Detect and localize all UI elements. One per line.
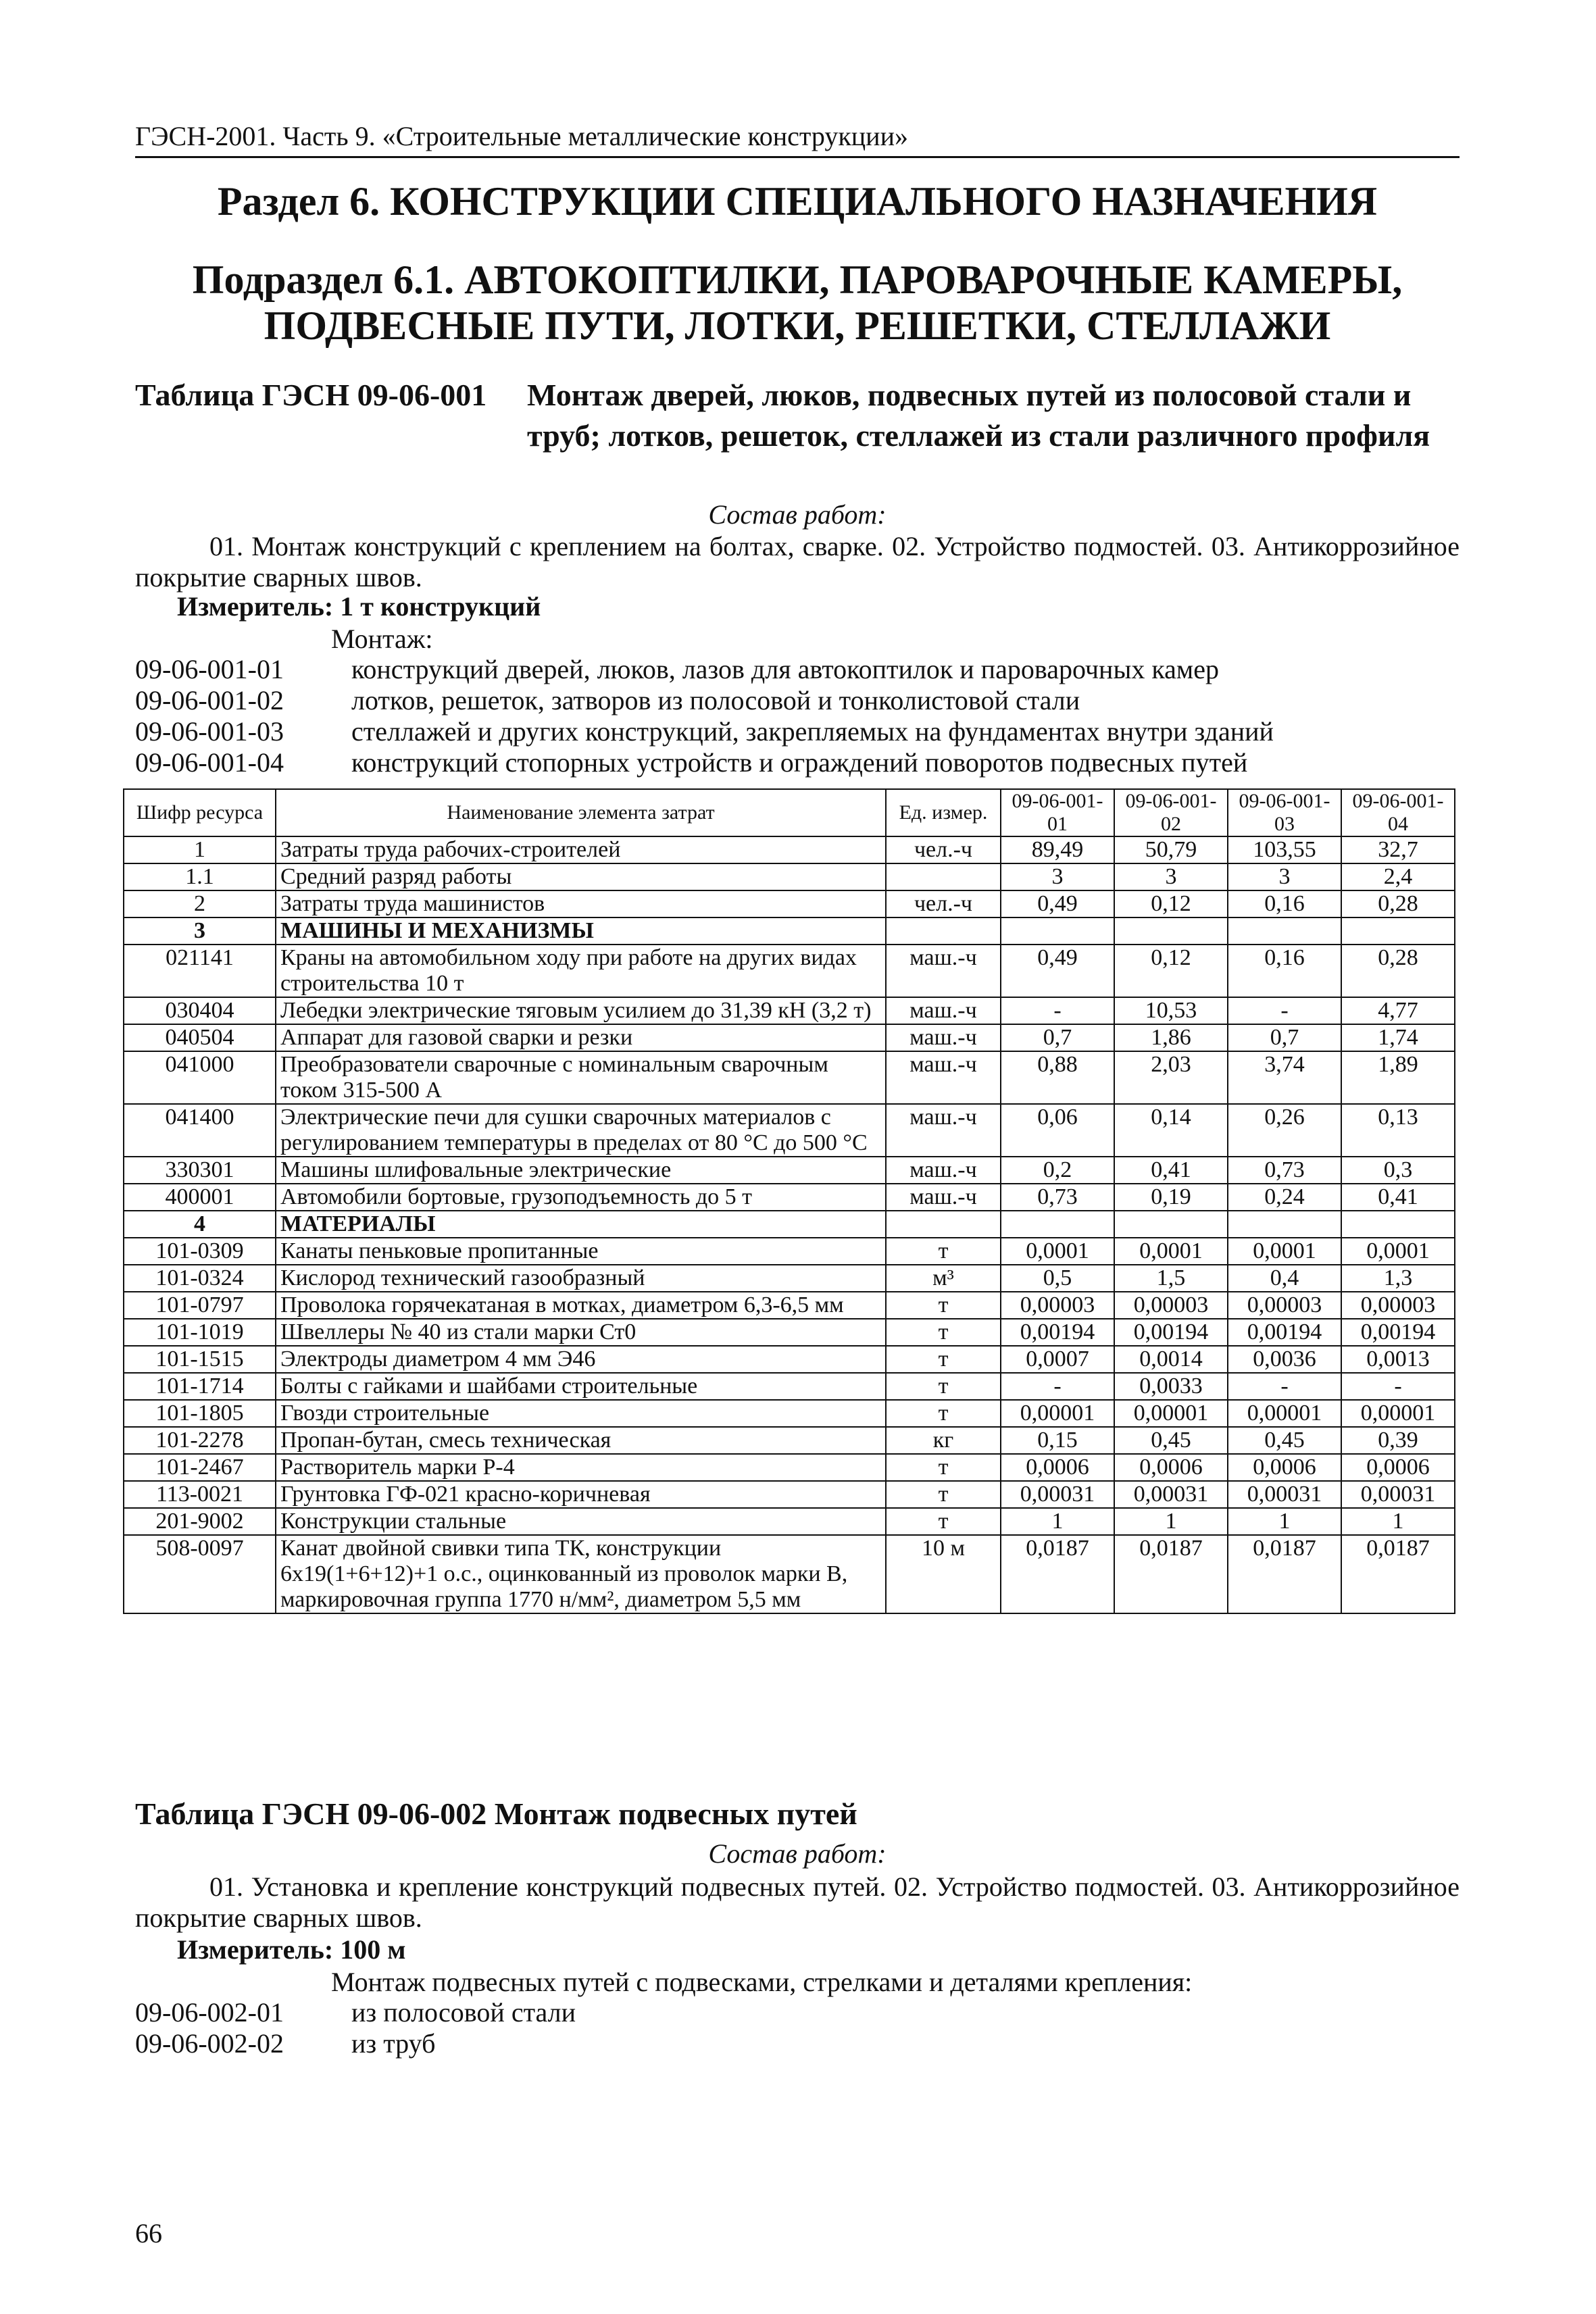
table1-title	[135, 375, 1460, 456]
cell-name: Проволока горячекатаная в мотках, диаметром 6,3-6,5 мм	[276, 1292, 886, 1319]
cell-code: 1.1	[124, 863, 276, 890]
cell-code: 201-9002	[124, 1508, 276, 1535]
cell-v2: 50,79	[1114, 836, 1228, 863]
cell-v2: 0,14	[1114, 1104, 1228, 1157]
cell-v1: 0,00003	[1001, 1292, 1114, 1319]
cell-v2: 0,0033	[1114, 1373, 1228, 1400]
cell-name: Электроды диаметром 4 мм Э46	[276, 1346, 886, 1373]
cell-v3	[1228, 1211, 1341, 1238]
cell-v1: 0,88	[1001, 1051, 1114, 1104]
table-row	[124, 1535, 1455, 1613]
cell-v2: 0,0187	[1114, 1535, 1228, 1613]
cell-name: Растворитель марки Р-4	[276, 1454, 886, 1481]
cell-unit: т	[886, 1292, 1001, 1319]
cell-code: 113-0021	[124, 1481, 276, 1508]
cell-name: Канаты пеньковые пропитанные	[276, 1238, 886, 1265]
cell-v2: 0,0001	[1114, 1238, 1228, 1265]
section-title: Раздел 6. КОНСТРУКЦИИ СПЕЦИАЛЬНОГО НАЗНАЧЕНИЯ	[217, 179, 1378, 224]
cell-unit: чел.-ч	[886, 836, 1001, 863]
col-header-name: Наименование элемента затрат	[276, 789, 886, 836]
cell-name: Лебедки электрические тяговым усилием до 31,39 кН (3,2 т)	[276, 997, 886, 1024]
table-row	[124, 1104, 1455, 1157]
cell-v1: 0,00194	[1001, 1319, 1114, 1346]
cell-code: 101-2467	[124, 1454, 276, 1481]
cell-v4: 0,28	[1341, 890, 1455, 917]
cell-v2	[1114, 1211, 1228, 1238]
cell-v2: 3	[1114, 863, 1228, 890]
cell-v1: 0,5	[1001, 1265, 1114, 1292]
cell-name: Затраты труда рабочих-строителей	[276, 836, 886, 863]
cell-name: Швеллеры № 40 из стали марки Ст0	[276, 1319, 886, 1346]
cell-v1	[1001, 917, 1114, 945]
table-row	[124, 1184, 1455, 1211]
cell-v3: 1	[1228, 1508, 1341, 1535]
cell-unit: т	[886, 1319, 1001, 1346]
cell-v2	[1114, 917, 1228, 945]
cell-v2: 0,41	[1114, 1157, 1228, 1184]
cell-code: 041400	[124, 1104, 276, 1157]
cell-name: Электрические печи для сушки сварочных материалов с регулированием температуры в пределах от 80 °С до 500 °С	[276, 1104, 886, 1157]
cell-v4: 4,77	[1341, 997, 1455, 1024]
cell-unit: маш.-ч	[886, 1157, 1001, 1184]
cell-v4: 1	[1341, 1508, 1455, 1535]
cell-name: Болты с гайками и шайбами строительные	[276, 1373, 886, 1400]
cell-code: 3	[124, 917, 276, 945]
code-list-item	[135, 716, 1460, 747]
table-row	[124, 1400, 1455, 1427]
cell-unit: маш.-ч	[886, 997, 1001, 1024]
cell-code: 040504	[124, 1024, 276, 1051]
table-row	[124, 1051, 1455, 1104]
subsection-title-line1: Подраздел 6.1. АВТОКОПТИЛКИ, ПАРОВАРОЧНЫЕ КАМЕРЫ,	[192, 257, 1403, 302]
cell-unit: 10 м	[886, 1535, 1001, 1613]
cell-v2: 0,00003	[1114, 1292, 1228, 1319]
col-header-v2: 09-06-001-02	[1114, 789, 1228, 836]
cell-v4: 0,0013	[1341, 1346, 1455, 1373]
code: 09-06-002-02	[135, 2028, 284, 2059]
cell-name: Машины шлифовальные электрические	[276, 1157, 886, 1184]
table2-measure: Измеритель: 100 м	[177, 1934, 406, 1965]
code: 09-06-001-04	[135, 747, 284, 778]
cell-v4: 0,0001	[1341, 1238, 1455, 1265]
cell-unit: чел.-ч	[886, 890, 1001, 917]
table-row	[124, 1157, 1455, 1184]
cell-v4: 0,00194	[1341, 1319, 1455, 1346]
table-row	[124, 863, 1455, 890]
cell-v3: 0,00003	[1228, 1292, 1341, 1319]
cell-v3: 0,0187	[1228, 1535, 1341, 1613]
table1-composition-heading: Состав работ:	[708, 499, 887, 530]
table1-composition-text: 01. Монтаж конструкций с креплением на болтах, сварке. 02. Устройство подмостей. 03. Антикоррозийное покрытие сварных швов.	[135, 531, 1460, 593]
cell-v2: 2,03	[1114, 1051, 1228, 1104]
cell-unit	[886, 863, 1001, 890]
cell-code: 101-2278	[124, 1427, 276, 1454]
cell-unit: т	[886, 1508, 1001, 1535]
cell-v4: 0,00031	[1341, 1481, 1455, 1508]
cell-unit	[886, 1211, 1001, 1238]
cell-unit	[886, 917, 1001, 945]
cell-v3: 3,74	[1228, 1051, 1341, 1104]
table-row	[124, 1346, 1455, 1373]
cell-v2: 0,00031	[1114, 1481, 1228, 1508]
subsection-title-line2: ПОДВЕСНЫЕ ПУТИ, ЛОТКИ, РЕШЕТКИ, СТЕЛЛАЖИ	[264, 303, 1331, 348]
col-header-v1: 09-06-001-01	[1001, 789, 1114, 836]
table2-composition-text: 01. Установка и крепление конструкций подвесных путей. 02. Устройство подмостей. 03. Антикоррозийное покрытие сварных швов.	[135, 1871, 1460, 1933]
cell-code: 4	[124, 1211, 276, 1238]
resource-table	[123, 788, 1455, 1614]
cell-v1: 89,49	[1001, 836, 1114, 863]
code: 09-06-001-03	[135, 716, 284, 747]
code: 09-06-002-01	[135, 1997, 284, 2028]
code-description: конструкций дверей, люков, лазов для автокоптилок и пароварочных камер	[351, 654, 1219, 684]
cell-v3: 0,0006	[1228, 1454, 1341, 1481]
cell-v2: 0,12	[1114, 945, 1228, 997]
cell-name: Конструкции стальные	[276, 1508, 886, 1535]
cell-v1: 3	[1001, 863, 1114, 890]
cell-code: 101-1714	[124, 1373, 276, 1400]
cell-unit: м³	[886, 1265, 1001, 1292]
cell-unit: маш.-ч	[886, 1051, 1001, 1104]
cell-unit: маш.-ч	[886, 1184, 1001, 1211]
cell-code: 101-1805	[124, 1400, 276, 1427]
cell-code: 041000	[124, 1051, 276, 1104]
table-row	[124, 1427, 1455, 1454]
code-list-item	[135, 654, 1460, 685]
cell-v1: 0,2	[1001, 1157, 1114, 1184]
cell-v1: -	[1001, 1373, 1114, 1400]
code-list-item	[135, 747, 1460, 778]
cell-name: Пропан-бутан, смесь техническая	[276, 1427, 886, 1454]
table1-measure: Измеритель: 1 т конструкций	[177, 591, 541, 622]
cell-v3: 0,0036	[1228, 1346, 1341, 1373]
cell-v1: 0,49	[1001, 945, 1114, 997]
table2-composition-heading: Состав работ:	[708, 1838, 887, 1869]
table-row	[124, 1211, 1455, 1238]
cell-name: Кислород технический газообразный	[276, 1265, 886, 1292]
cell-v3: 3	[1228, 863, 1341, 890]
cell-name: Гвозди строительные	[276, 1400, 886, 1427]
cell-v4: 0,0187	[1341, 1535, 1455, 1613]
table1-montage-label: Монтаж:	[331, 624, 433, 654]
table2-code-list	[135, 1997, 1460, 2059]
cell-name: Канат двойной свивки типа ТК, конструкции 6х19(1+6+12)+1 о.с., оцинкованный из проволок марки В, маркировочная группа 1770 н/мм², диаметром 5,5 мм	[276, 1535, 886, 1613]
table1-code-list	[135, 654, 1460, 778]
cell-v1: 0,49	[1001, 890, 1114, 917]
table-row	[124, 1373, 1455, 1400]
cell-v1: 0,7	[1001, 1024, 1114, 1051]
cell-v2: 1,5	[1114, 1265, 1228, 1292]
table-row	[124, 945, 1455, 997]
cell-v2: 0,0006	[1114, 1454, 1228, 1481]
cell-v4: 0,28	[1341, 945, 1455, 997]
cell-v3: 0,26	[1228, 1104, 1341, 1157]
cell-v2: 0,0014	[1114, 1346, 1228, 1373]
cell-v1	[1001, 1211, 1114, 1238]
cell-v4: 0,00003	[1341, 1292, 1455, 1319]
cell-v3: 0,4	[1228, 1265, 1341, 1292]
cell-v3: 103,55	[1228, 836, 1341, 863]
cell-code: 101-0797	[124, 1292, 276, 1319]
cell-v4: 1,3	[1341, 1265, 1455, 1292]
cell-v4: 32,7	[1341, 836, 1455, 863]
cell-v3: 0,73	[1228, 1157, 1341, 1184]
code-description: лотков, решеток, затворов из полосовой и тонколистовой стали	[351, 685, 1080, 715]
cell-code: 330301	[124, 1157, 276, 1184]
cell-code: 400001	[124, 1184, 276, 1211]
code-description: из полосовой стали	[351, 1997, 576, 2028]
cell-v1: 0,0006	[1001, 1454, 1114, 1481]
cell-name: МАТЕРИАЛЫ	[276, 1211, 886, 1238]
table-body	[124, 836, 1455, 1613]
cell-v1: 0,0007	[1001, 1346, 1114, 1373]
cell-v1: 0,00001	[1001, 1400, 1114, 1427]
cell-v4: 1,74	[1341, 1024, 1455, 1051]
cell-v2: 1,86	[1114, 1024, 1228, 1051]
running-header: ГЭСН-2001. Часть 9. «Строительные металлические конструкции»	[135, 120, 1460, 158]
cell-name: МАШИНЫ И МЕХАНИЗМЫ	[276, 917, 886, 945]
col-header-code: Шифр ресурса	[124, 789, 276, 836]
cell-unit: т	[886, 1400, 1001, 1427]
table1-title-lead: Таблица ГЭСН 09-06-001	[135, 378, 487, 412]
code-list-item	[135, 685, 1460, 716]
col-header-v3: 09-06-001-03	[1228, 789, 1341, 836]
code-description: стеллажей и других конструкций, закрепляемых на фундаментах внутри зданий	[351, 716, 1274, 747]
cell-code: 021141	[124, 945, 276, 997]
cell-code: 101-1515	[124, 1346, 276, 1373]
cell-v3: 0,0001	[1228, 1238, 1341, 1265]
cell-unit: маш.-ч	[886, 945, 1001, 997]
cell-v3: 0,00001	[1228, 1400, 1341, 1427]
table-row	[124, 1508, 1455, 1535]
cell-v1: 1	[1001, 1508, 1114, 1535]
table-header-row	[124, 789, 1455, 836]
table-row	[124, 1454, 1455, 1481]
table-row	[124, 997, 1455, 1024]
table-row	[124, 1481, 1455, 1508]
code: 09-06-001-01	[135, 654, 284, 684]
cell-name: Краны на автомобильном ходу при работе на других видах строительства 10 т	[276, 945, 886, 997]
table-row	[124, 917, 1455, 945]
cell-v1: 0,06	[1001, 1104, 1114, 1157]
cell-v3: 0,00031	[1228, 1481, 1341, 1508]
cell-v4	[1341, 917, 1455, 945]
cell-code: 101-0324	[124, 1265, 276, 1292]
cell-code: 1	[124, 836, 276, 863]
cell-unit: кг	[886, 1427, 1001, 1454]
page-number: 66	[135, 2218, 162, 2248]
cell-name: Аппарат для газовой сварки и резки	[276, 1024, 886, 1051]
cell-v4: 1,89	[1341, 1051, 1455, 1104]
cell-v2: 0,00194	[1114, 1319, 1228, 1346]
cell-unit: маш.-ч	[886, 1104, 1001, 1157]
cell-unit: т	[886, 1346, 1001, 1373]
cell-v4: 2,4	[1341, 863, 1455, 890]
cell-v3	[1228, 917, 1341, 945]
cell-v3: 0,7	[1228, 1024, 1341, 1051]
cell-v1: 0,0001	[1001, 1238, 1114, 1265]
cell-name: Автомобили бортовые, грузоподъемность до 5 т	[276, 1184, 886, 1211]
cell-v4	[1341, 1211, 1455, 1238]
table2-title: Таблица ГЭСН 09-06-002 Монтаж подвесных путей	[135, 1796, 857, 1831]
cell-name: Затраты труда машинистов	[276, 890, 886, 917]
table-row	[124, 1292, 1455, 1319]
cell-v4: 0,0006	[1341, 1454, 1455, 1481]
code-list-item	[135, 1997, 1460, 2028]
cell-v2: 1	[1114, 1508, 1228, 1535]
cell-v1: 0,73	[1001, 1184, 1114, 1211]
col-header-v4: 09-06-001-04	[1341, 789, 1455, 836]
cell-v2: 0,45	[1114, 1427, 1228, 1454]
table-row	[124, 1319, 1455, 1346]
cell-code: 030404	[124, 997, 276, 1024]
cell-v1: 0,0187	[1001, 1535, 1114, 1613]
cell-code: 101-1019	[124, 1319, 276, 1346]
cell-v3: 0,24	[1228, 1184, 1341, 1211]
code: 09-06-001-02	[135, 685, 284, 715]
cell-unit: маш.-ч	[886, 1024, 1001, 1051]
cell-v3: 0,16	[1228, 890, 1341, 917]
code-description: из труб	[351, 2028, 436, 2059]
table2-montage-label: Монтаж подвесных путей с подвесками, стрелками и деталями крепления:	[331, 1967, 1193, 1997]
cell-name: Преобразователи сварочные с номинальным сварочным током 315-500 А	[276, 1051, 886, 1104]
cell-name: Средний разряд работы	[276, 863, 886, 890]
cell-v2: 0,19	[1114, 1184, 1228, 1211]
table-row	[124, 1024, 1455, 1051]
cell-v2: 10,53	[1114, 997, 1228, 1024]
cell-v4: 0,39	[1341, 1427, 1455, 1454]
cell-v4: 0,13	[1341, 1104, 1455, 1157]
cell-code: 2	[124, 890, 276, 917]
cell-v3: 0,00194	[1228, 1319, 1341, 1346]
table-row	[124, 1238, 1455, 1265]
cell-v2: 0,00001	[1114, 1400, 1228, 1427]
cell-v4: -	[1341, 1373, 1455, 1400]
cell-v4: 0,00001	[1341, 1400, 1455, 1427]
table1-title-rest: Монтаж дверей, люков, подвесных путей из полосовой стали и труб; лотков, решеток, стеллажей из стали различного профиля	[527, 378, 1430, 453]
cell-v3: -	[1228, 1373, 1341, 1400]
table-row	[124, 1265, 1455, 1292]
col-header-unit: Ед. измер.	[886, 789, 1001, 836]
cell-unit: т	[886, 1454, 1001, 1481]
table-row	[124, 890, 1455, 917]
cell-v1: -	[1001, 997, 1114, 1024]
cell-name: Грунтовка ГФ-021 красно-коричневая	[276, 1481, 886, 1508]
cell-v4: 0,41	[1341, 1184, 1455, 1211]
code-description: конструкций стопорных устройств и ограждений поворотов подвесных путей	[351, 747, 1248, 778]
cell-v3: -	[1228, 997, 1341, 1024]
table-row	[124, 836, 1455, 863]
cell-v1: 0,00031	[1001, 1481, 1114, 1508]
cell-unit: т	[886, 1238, 1001, 1265]
cell-v3: 0,45	[1228, 1427, 1341, 1454]
code-list-item	[135, 2028, 1460, 2059]
cell-unit: т	[886, 1481, 1001, 1508]
cell-v3: 0,16	[1228, 945, 1341, 997]
cell-v4: 0,3	[1341, 1157, 1455, 1184]
cell-v1: 0,15	[1001, 1427, 1114, 1454]
cell-unit: т	[886, 1373, 1001, 1400]
cell-code: 508-0097	[124, 1535, 276, 1613]
cell-code: 101-0309	[124, 1238, 276, 1265]
cell-v2: 0,12	[1114, 890, 1228, 917]
